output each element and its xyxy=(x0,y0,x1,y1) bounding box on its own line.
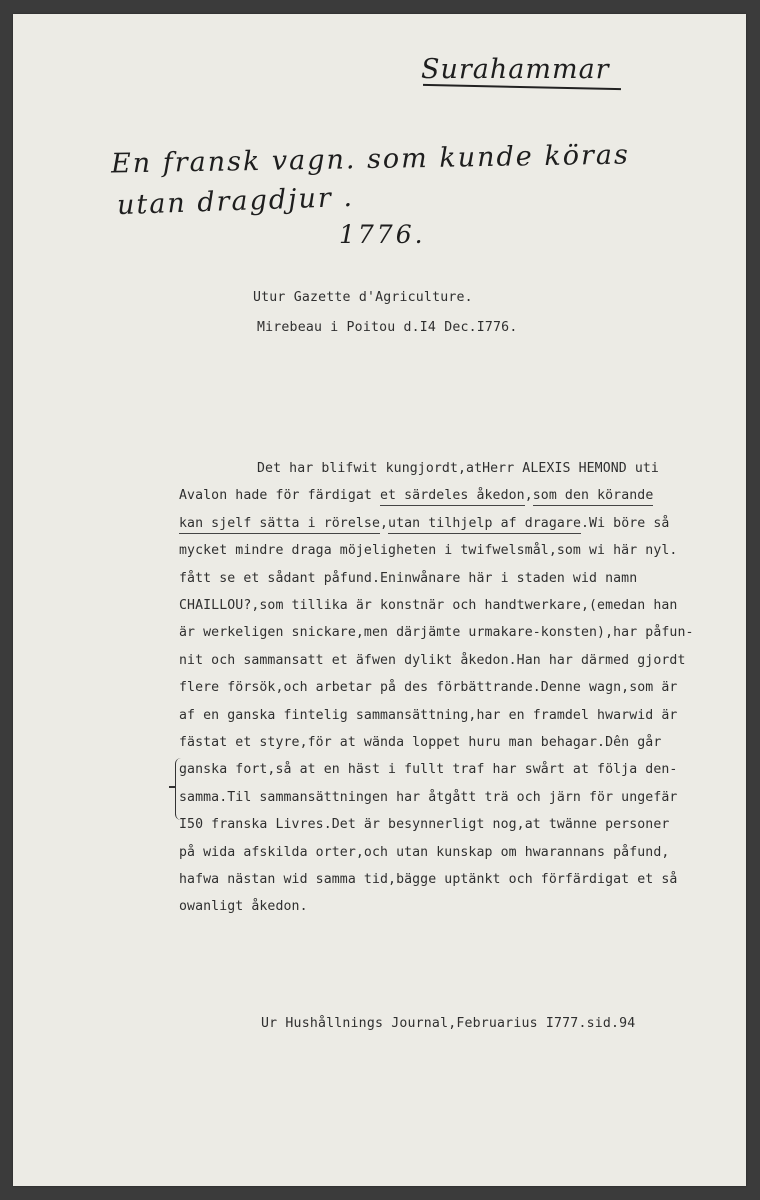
body-line xyxy=(179,679,677,697)
document-page xyxy=(13,14,746,1186)
body-text: owanligt åkedon. xyxy=(179,899,308,915)
body-line xyxy=(179,898,308,916)
body-line xyxy=(179,597,677,615)
body-text: ganska fort,så at en häst i fullt traf har swårt at följa den- xyxy=(179,762,678,778)
body-text: är werkeligen snickare,men därjämte urmakare-konsten),har påfun- xyxy=(179,625,694,641)
body-text: nit och sammansatt et äfwen dylikt åkedon.Han har därmed gjordt xyxy=(179,652,686,668)
body-text: fästat et styre,för at wända loppet huru man behagar.Dên går xyxy=(179,735,662,750)
body-text: fått se et sådant påfund.Eninwånare här i staden wid namn xyxy=(179,570,638,586)
source-line-2: Mirebeau i Poitou d.I4 Dec.I776. xyxy=(257,320,518,335)
body-text: hafwa nästan wid samma tid,bägge uptänkt och förfärdigat et så xyxy=(179,872,678,887)
body-text: flere försök,och arbetar på des förbättrande.Denne wagn,som är xyxy=(179,680,678,696)
handwritten-title-line2: utan dragdjur . xyxy=(116,181,355,222)
footer-citation: Ur Hushållnings Journal,Februarius I777.sid.94 xyxy=(261,1016,636,1031)
handwritten-year: 1776. xyxy=(339,220,426,249)
body-text: Avalon hade för färdigat xyxy=(179,488,380,504)
body-line xyxy=(179,487,653,505)
underlined-phrase: kan sjelf sätta i rörelse xyxy=(179,516,380,534)
body-line xyxy=(179,871,677,889)
body-line xyxy=(179,789,677,807)
body-text: .Wi böre så xyxy=(581,515,670,531)
body-text: , xyxy=(524,488,533,504)
body-line xyxy=(179,624,694,642)
body-line xyxy=(179,707,677,725)
source-line-1: Utur Gazette d'Agriculture. xyxy=(253,290,473,305)
underlined-phrase: som den körande xyxy=(533,488,654,506)
body-line xyxy=(179,816,669,834)
body-text: CHAILLOU?,som tillika är konstnär och handtwerkare,(emedan han xyxy=(179,598,678,613)
body-line xyxy=(179,652,686,670)
body-text: mycket mindre draga möjeligheten i twifwelsmål,som wi här nyl. xyxy=(179,543,678,559)
body-text: Det har blifwit kungjordt,atHerr ALEXIS HEMOND uti xyxy=(257,461,659,476)
body-text: I50 franska Livres.Det är besynnerligt nog,at twänne personer xyxy=(179,817,670,833)
body-text: , xyxy=(380,515,389,531)
body-line xyxy=(179,542,677,560)
body-line xyxy=(179,844,669,862)
underlined-phrase: utan tilhjelp af dragare xyxy=(388,516,581,534)
body-line xyxy=(179,515,669,533)
underlined-phrase: et särdeles åkedon xyxy=(380,488,525,506)
handwritten-title-line1: En fransk vagn. som kunde köras xyxy=(110,139,631,180)
body-line xyxy=(179,570,637,588)
body-text: på wida afskilda orter,och utan kunskap om hwarannans påfund, xyxy=(179,844,670,860)
body-text: af en ganska fintelig sammansättning,har en framdel hwarwid är xyxy=(179,707,678,723)
body-line xyxy=(179,761,677,779)
handwritten-place-name: Surahammar xyxy=(421,54,610,85)
margin-brace-mark xyxy=(175,758,186,820)
body-line xyxy=(257,460,659,478)
body-text: samma.Til sammansättningen har åtgått trä och järn för ungefär xyxy=(179,789,678,805)
body-line xyxy=(179,734,661,752)
